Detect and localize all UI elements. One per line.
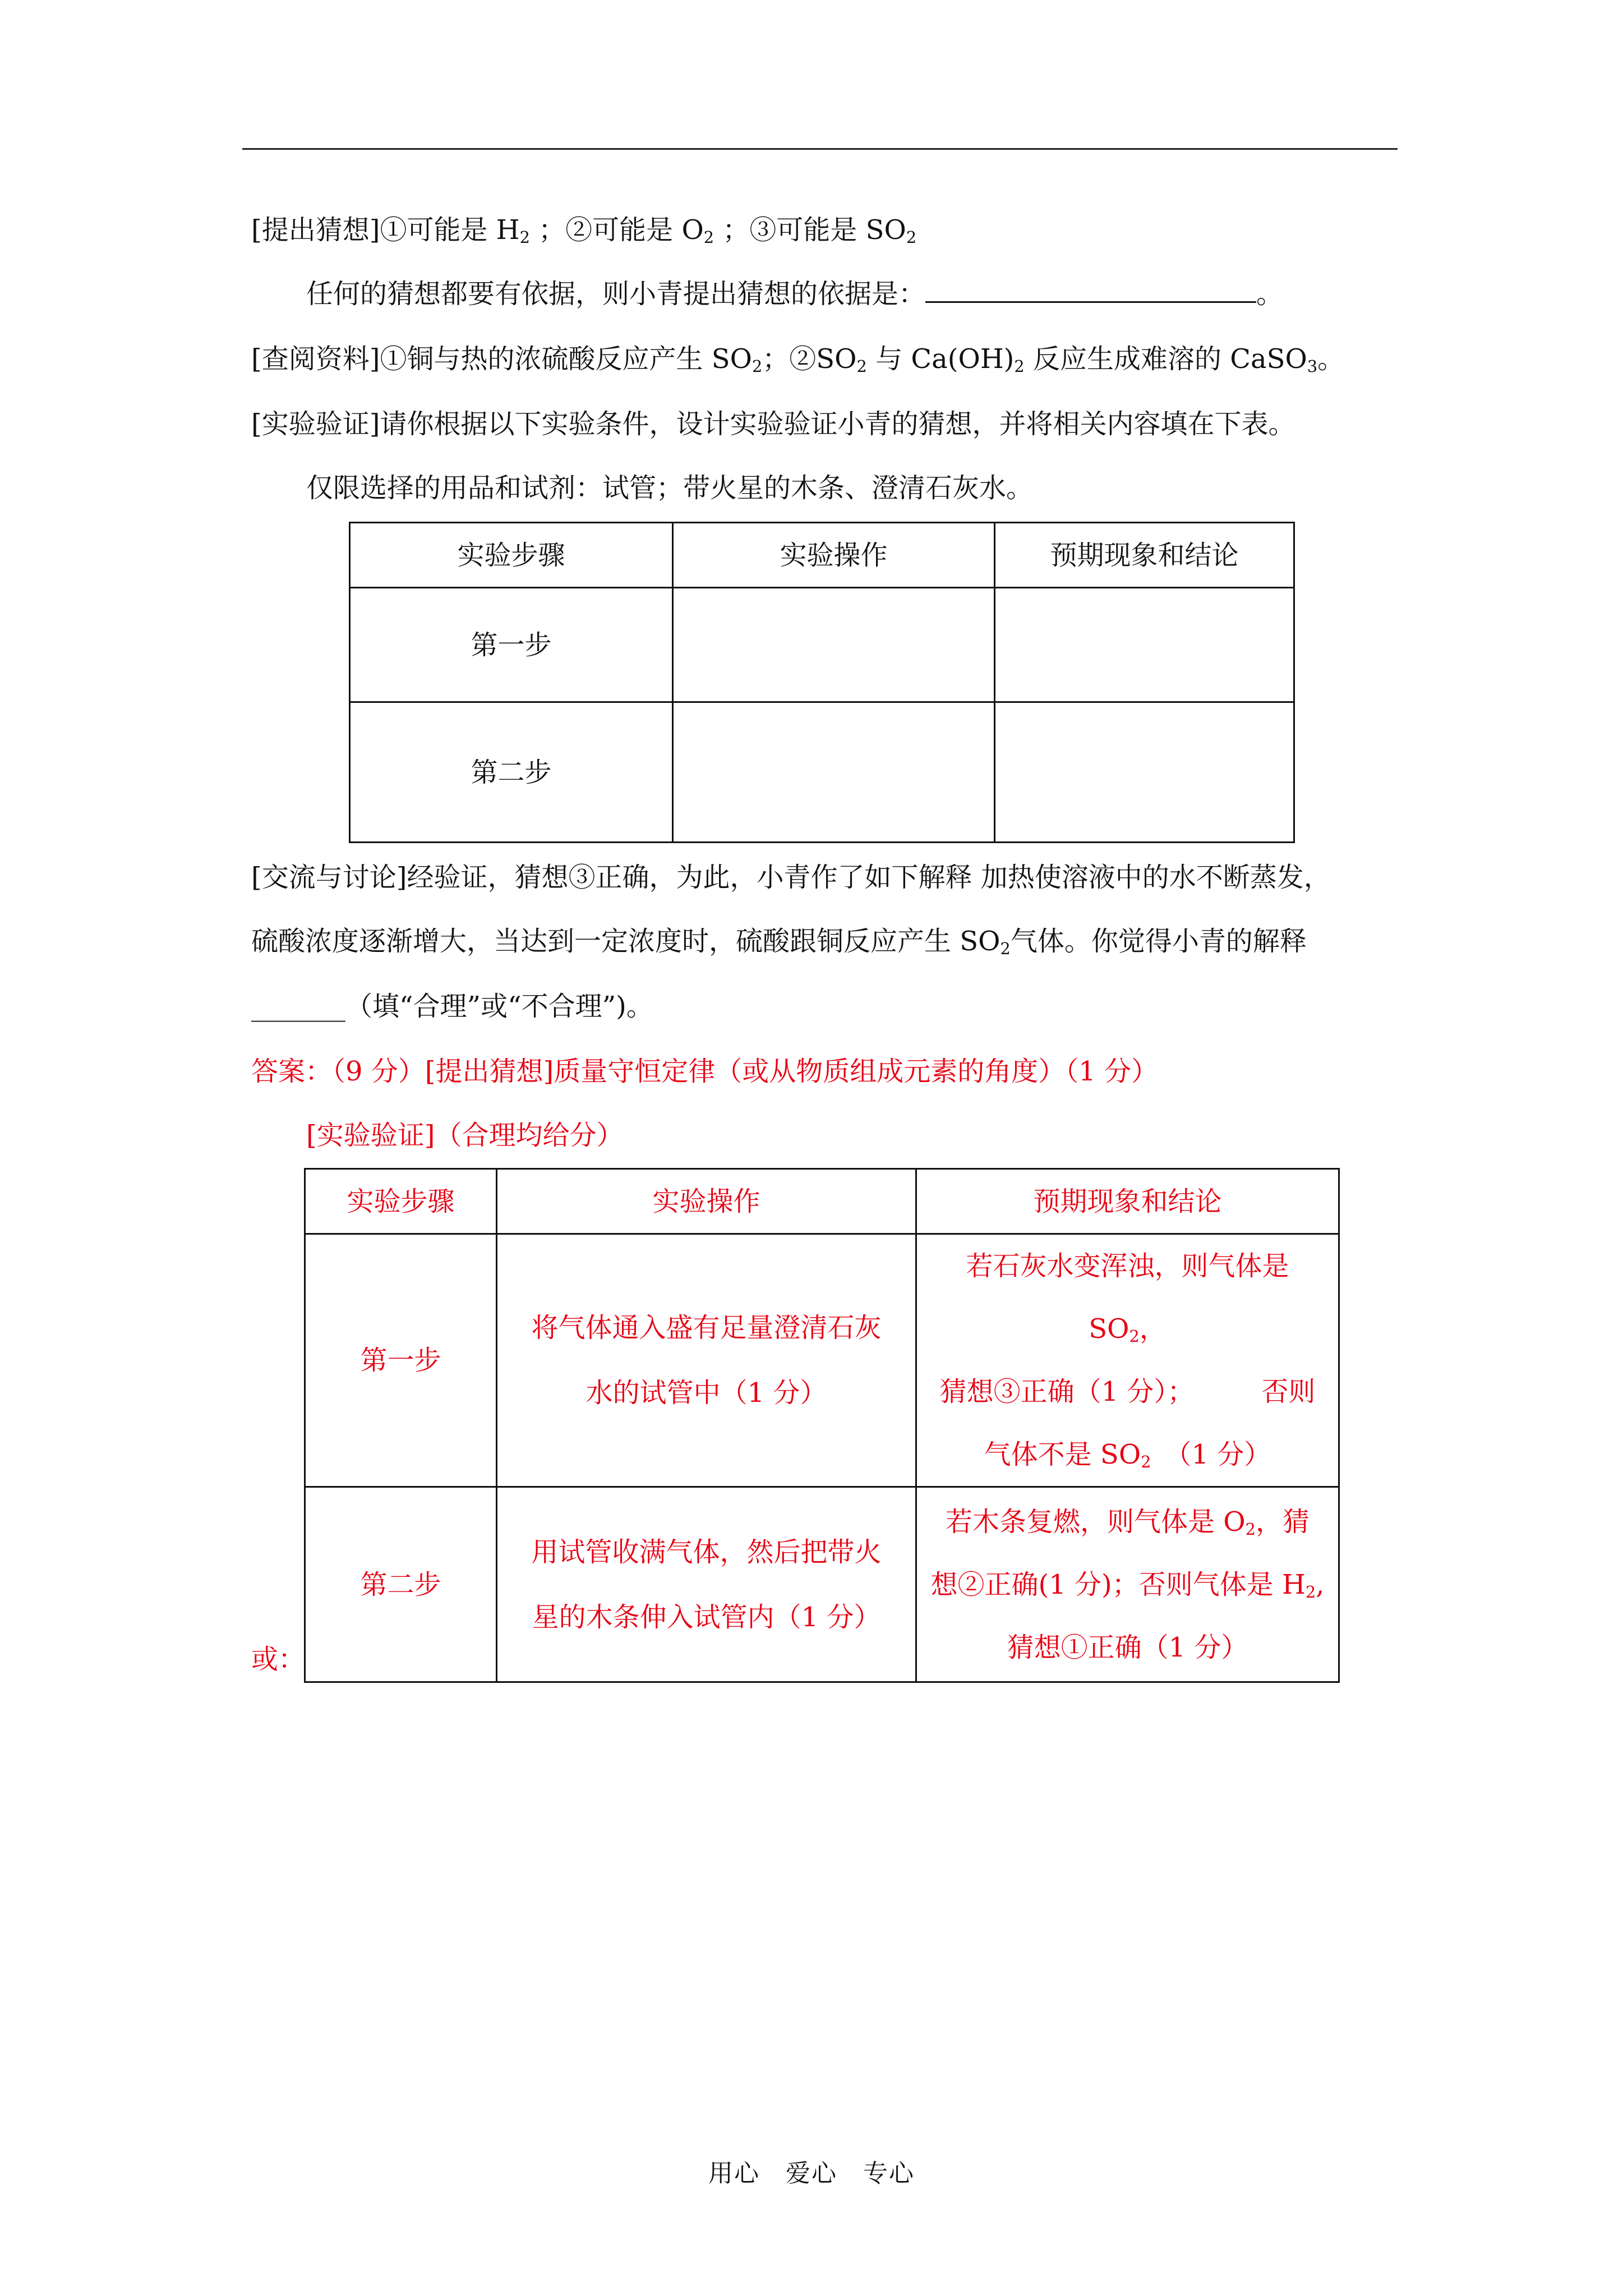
result-cell[interactable]: [995, 702, 1294, 843]
step-label: 第一步: [350, 588, 673, 702]
basis-question: 任何的猜想都要有依据，则小青提出猜想的依据是： 。: [306, 276, 1283, 312]
guess-line: [提出猜想]①可能是 $H_2$ ；②可能是 $O_2$ ；③可能是 $SO_2$: [251, 214, 917, 247]
discussion-line-2: 硫酸浓度逐渐增大，当达到一定浓度时，硫酸跟铜反应产生 $SO_2$气体。你觉得小青的解释: [251, 926, 1307, 959]
operation-cell[interactable]: [673, 588, 995, 702]
page-footer: 用心 爱心 专心: [708, 2159, 915, 2188]
header-result: 预期现象和结论: [995, 523, 1294, 588]
header-step: 实验步骤: [350, 523, 673, 588]
lookup-line: [查阅资料]①铜与热的浓硫酸反应产生 $SO_2$；$②SO_2$ 与 $Ca(OH)_2$ 反应生成难溶的 CaSO$_3$。: [251, 343, 1345, 376]
operation-cell: 用试管收满气体，然后把带火 星的木条伸入试管内（1 分）: [497, 1487, 916, 1682]
answer-blank[interactable]: [925, 277, 1256, 303]
operation-cell: 将气体通入盛有足量澄清石灰 水的试管中（1 分）: [497, 1234, 916, 1487]
materials-line: 仅限选择的用品和试剂：试管；带火星的木条、澄清石灰水。: [306, 472, 1034, 504]
answer-verify-note: [实验验证]（合理均给分）: [306, 1120, 624, 1151]
header-operation: 实验操作: [497, 1169, 916, 1234]
answer-line: 答案：（9 分）[提出猜想]质量守恒定律（或从物质组成元素的角度）（1 分）: [251, 1056, 1159, 1087]
header-step: 实验步骤: [305, 1169, 497, 1234]
experiment-table: [349, 522, 1295, 843]
header-rule: [242, 148, 1398, 150]
header-operation: 实验操作: [673, 523, 995, 588]
step-label: 第二步: [305, 1487, 497, 1682]
answer-blank[interactable]: _______: [251, 991, 345, 1022]
result-cell: 若木条复燃，则气体是 $O_2$，猜 想②正确(1 分)；否则气体是 $H_2$, 猜想①正确（1 分）: [916, 1487, 1339, 1682]
discussion-line-3: _______（填“合理”或“不合理”)。: [251, 991, 653, 1022]
result-cell[interactable]: [995, 588, 1294, 702]
step-label: 第二步: [350, 702, 673, 843]
step-label: 第一步: [305, 1234, 497, 1487]
operation-cell[interactable]: [673, 702, 995, 843]
or-label: 或：: [251, 1644, 306, 1675]
header-result: 预期现象和结论: [916, 1169, 1339, 1234]
result-cell: 若石灰水变浑浊，则气体是 $SO_2$， 猜想③正确（1 分）； 否则 气体不是 $SO_2$ （1 分）: [916, 1234, 1339, 1487]
answer-table: [304, 1168, 1340, 1683]
discussion-line-1: [交流与讨论]经验证，猜想③正确，为此，小青作了如下解释 加热使溶液中的水不断蒸发，: [251, 862, 1331, 893]
guess-label: [提出猜想]: [251, 214, 380, 246]
verify-instruction: [实验验证]请你根据以下实验条件，设计实验验证小青的猜想，并将相关内容填在下表。: [251, 408, 1295, 440]
